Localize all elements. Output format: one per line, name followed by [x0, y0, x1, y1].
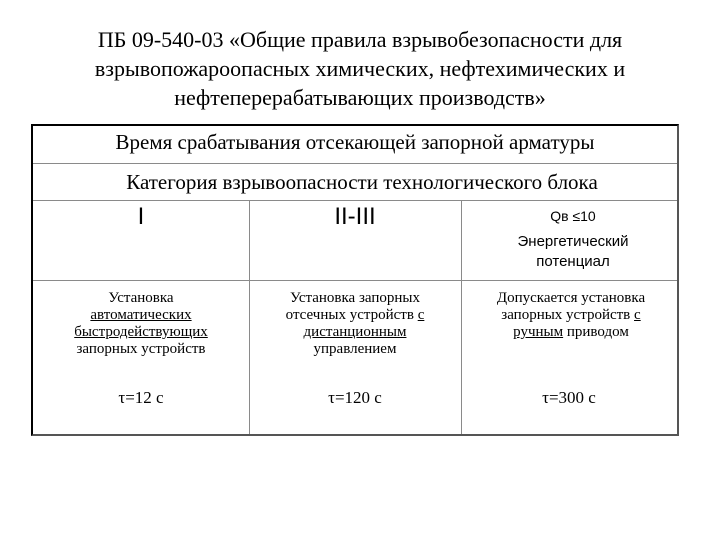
- description-i-line-4: запорных устройств: [76, 341, 206, 357]
- description-iii-line-3-underlined: ручным: [513, 324, 564, 340]
- description-i-line-3: быстродействующих: [74, 324, 208, 340]
- description-iii-line-3: [467, 324, 675, 341]
- description-ii-line-3: дистанционным: [303, 324, 407, 340]
- description-iii-line-2-underlined: с: [634, 307, 641, 323]
- table-rule-2: [33, 200, 677, 201]
- description-iii-line-1: Допускается установка: [496, 290, 646, 306]
- description-ii-line-2: [255, 307, 455, 324]
- document-title: [40, 25, 680, 112]
- description-category-energy: [467, 290, 675, 341]
- time-category-i: τ=12 с: [118, 388, 164, 407]
- description-iii-line-3-text: приводом: [563, 324, 629, 340]
- category-heading: Категория взрывоопасности технологического блока: [126, 170, 598, 194]
- description-category-ii-iii: [255, 290, 455, 358]
- time-category-energy: τ=300 с: [542, 388, 596, 407]
- category-i: I: [137, 203, 145, 230]
- description-i-line-1: Установка: [108, 290, 174, 306]
- table-rule-1: [33, 163, 677, 164]
- title-line-1: ПБ 09-540-03 «Общие правила взрывобезопасности для: [97, 27, 623, 52]
- category-ii-iii: II-III: [334, 203, 376, 230]
- description-i-line-2: автоматических: [90, 307, 192, 323]
- energy-potential-label-1: Энергетический: [517, 233, 629, 250]
- description-ii-line-4: управлением: [313, 341, 397, 357]
- time-category-ii-iii: τ=120 с: [328, 388, 382, 407]
- title-line-2: взрывопожароопасных химических, нефтехимических и: [94, 56, 626, 81]
- response-time-table: [31, 124, 679, 436]
- title-line-3: нефтеперерабатывающих производств»: [174, 85, 546, 110]
- description-iii-line-2: [467, 307, 675, 324]
- description-iii-line-2-text: запорных устройств: [501, 307, 635, 323]
- energy-potential-header: [493, 206, 653, 272]
- table-heading: Время срабатывания отсекающей запорной арматуры: [115, 130, 595, 154]
- energy-potential-label-2: потенциал: [536, 253, 610, 270]
- description-ii-line-2-underlined: с: [417, 307, 425, 323]
- description-ii-line-1: Установка запорных: [290, 290, 420, 306]
- table-rule-3: [33, 280, 677, 281]
- description-ii-line-2-text: отсечных устройств: [285, 307, 418, 323]
- energy-potential-limit: Qв ≤10: [550, 208, 596, 224]
- description-category-i: [41, 290, 241, 358]
